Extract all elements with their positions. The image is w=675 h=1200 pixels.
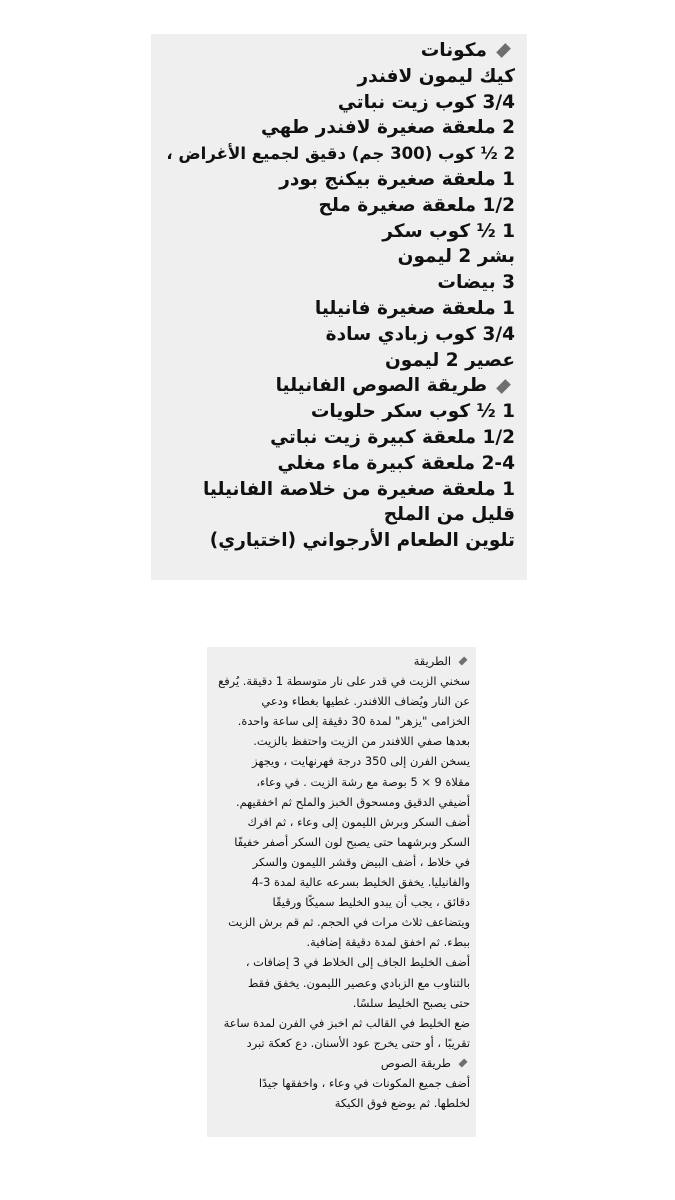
- method-line: تقريبًا ، أو حتى يخرج عود الأسنان. دع كعكة تبرد: [246, 1035, 470, 1050]
- sauce-ingredients-heading-text: طريقة الصوص الفانيليا: [275, 375, 487, 397]
- method-card: [207, 647, 476, 1137]
- ingredient-line: بشر 2 ليمون: [397, 246, 515, 268]
- sauce-method-line: أضف جميع المكونات في وعاء ، واخفقها جيدًا: [258, 1075, 470, 1090]
- ingredient-line: 3/4 كوب زيت نباتي: [337, 91, 515, 113]
- method-line: الخزامى "يزهر" لمدة 30 دقيقة إلى ساعة واحدة.: [237, 714, 470, 729]
- sauce-ingredient-line: قليل من الملح: [383, 504, 515, 526]
- sauce-method-line: لخلطها. ثم يوضع فوق الكيكة: [334, 1096, 470, 1111]
- ingredient-line: 1 ملعقة صغيرة فانيليا: [314, 297, 515, 319]
- diamond-bullet-icon: [458, 657, 467, 666]
- sauce-ingredient-line: 2-4 ملعقة كبيرة ماء مغلي: [277, 452, 515, 474]
- ingredient-line: عصير 2 ليمون: [385, 349, 515, 371]
- method-heading-text: الطريقة: [413, 654, 451, 668]
- ingredients-heading: [159, 38, 515, 64]
- method-line: أضف الخليط الجاف إلى الخلاط في 3 إضافات ،: [245, 955, 470, 970]
- method-line: عن النار ويُضاف اللافندر. غطيها بغطاء ودعي: [261, 694, 470, 709]
- method-line: سخني الزيت في قدر على نار متوسطة 1 دقيقة. يُرفع: [218, 674, 470, 689]
- ingredient-line: 1 ½ كوب سكر: [382, 220, 515, 242]
- method-line: والفانيليا. يخفق الخليط بسرعه عالية لمدة 3-4: [251, 875, 470, 890]
- sauce-ingredient-line: 1/2 ملعقة كبيرة زيت نباتي: [270, 426, 515, 448]
- sauce-ingredient-line: 1 ½ كوب سكر حلويات: [310, 401, 515, 423]
- ingredient-line: 3/4 كوب زبادي سادة: [325, 323, 515, 345]
- ingredient-line: 3 بيضات: [437, 272, 515, 294]
- method-line: مقلاة 9 × 5 بوصة مع رشة الزيت . في وعاء،: [256, 774, 470, 789]
- sauce-method-heading-text: طريقة الصوص: [380, 1055, 451, 1070]
- method-heading: [213, 651, 470, 671]
- method-line: يسخن الفرن إلى 350 درجة فهرنهايت ، ويجهز: [252, 754, 470, 769]
- diamond-bullet-icon: [458, 1058, 467, 1067]
- sauce-ingredients-heading: [159, 373, 515, 399]
- method-line: بعدها صفي اللافندر من الزيت واحتفظ بالزيت.: [253, 734, 470, 749]
- method-line: السكر وبرشهما حتى يصبح لون السكر أصفر خفيفًا: [234, 834, 470, 849]
- method-line: أضف السكر وبرش الليمون إلى وعاء ، ثم افرك: [247, 814, 470, 829]
- method-line: دقائق ، يجب أن يبدو الخليط سميكًا ورقيقًا: [272, 895, 470, 910]
- method-line: ببطء. ثم اخفق لمدة دقيقة إضافية.: [306, 935, 470, 950]
- diamond-bullet-icon: [496, 379, 511, 394]
- method-line: أضيفي الدقيق ومسحوق الخبز والملح ثم اخفقيهم.: [235, 794, 470, 809]
- ingredient-line: كيك ليمون لافندر: [357, 65, 515, 87]
- method-line: بالتناوب مع الزبادي وعصير الليمون. يخفق فقط: [247, 975, 470, 990]
- ingredients-heading-text: مكونات: [420, 40, 487, 61]
- ingredient-line: 2 ملعقة صغيرة لافندر طهي: [260, 117, 515, 139]
- ingredients-card: [151, 34, 527, 580]
- method-line: ويتضاعف ثلاث مرات في الحجم. ثم قم برش الزيت: [228, 915, 470, 930]
- method-line: ضع الخليط في القالب ثم اخبز في الفرن لمدة ساعة: [223, 1015, 470, 1030]
- method-line: في خلاط ، أضف البيض وقشر الليمون والسكر: [252, 854, 470, 869]
- ingredient-line: 1 ملعقة صغيرة بيكنج بودر: [279, 168, 515, 190]
- diamond-bullet-icon: [496, 44, 511, 59]
- sauce-method-heading: [213, 1053, 470, 1073]
- sauce-ingredient-line: 1 ملعقة صغيرة من خلاصة الفانيليا: [202, 478, 515, 500]
- sauce-ingredient-line: تلوين الطعام الأرجواني (اختياري): [209, 530, 515, 552]
- ingredient-line: 1/2 ملعقة صغيرة ملح: [318, 194, 515, 216]
- ingredient-line: 2 ½ كوب (300 جم) دقيق لجميع الأغراض ،: [166, 144, 515, 164]
- method-line: حتى يصبح الخليط سلسًا.: [352, 995, 470, 1010]
